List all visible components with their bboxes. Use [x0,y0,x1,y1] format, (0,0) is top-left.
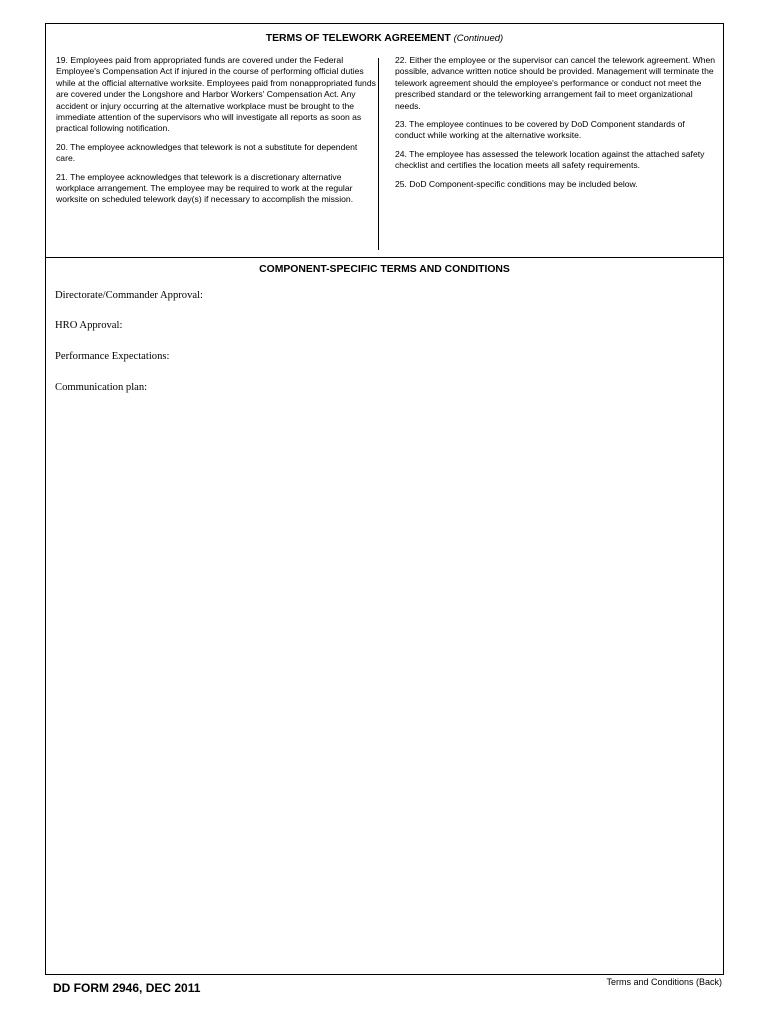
term-19: 19. Employees paid from appropriated funds are covered under the Federal Employee's Compensation Act if injured in the course of performing official duties while at the official alternative worksite. Employees paid from nonappropriated funds are covered under the Longshore and Harbor Workers' Compensation Act. Any accident or injury occurring at the alternative workplace must be brought to the immediate attention of the supervisors who will investigate all reports as soon as practical following notification. [56,55,376,134]
term-24: 24. The employee has assessed the telework location against the attached safety checklist and certifies the location meets all safety requirements. [395,148,705,171]
term-20: 20. The employee acknowledges that telework is not a substitute for dependent care. [56,141,358,164]
directorate-approval-field[interactable]: Directorate/Commander Approval: [55,290,203,301]
term-22: 22. Either the employee or the supervisor can cancel the telework agreement. When possible, advance written notice should be provided. Management will terminate the telework agreement should the employee's performance or conduct not meet the prescribed standard or the teleworking arrangement fail to meet organizational needs. [395,55,716,111]
term-21: 21. The employee acknowledges that telework is a discretionary alternative workplace arrangement. The employee may be required to work at the regular worksite on scheduled telework day(s) if necessary to accomplish the mission. [56,171,354,205]
page-label: Terms and Conditions (Back) [606,977,722,987]
term-25: 25. DoD Component-specific conditions may be included below. [395,178,638,189]
hro-approval-field[interactable]: HRO Approval: [55,320,123,331]
terms-title-suffix: (Continued) [453,33,504,44]
form-frame [45,23,724,975]
form-id: DD FORM 2946, DEC 2011 [53,981,201,995]
column-divider [378,58,379,250]
terms-title [46,33,723,44]
terms-section [46,24,723,258]
terms-left-column [56,55,376,213]
terms-right-column [395,55,717,197]
term-23: 23. The employee continues to be covered by DoD Component standards of conduct while working at the alternative worksite. [395,119,685,141]
communication-plan-field[interactable]: Communication plan: [55,382,148,393]
performance-expectations-field[interactable]: Performance Expectations: [55,351,170,362]
terms-title-text: TERMS OF TELEWORK AGREEMENT [265,33,451,44]
component-title: COMPONENT-SPECIFIC TERMS AND CONDITIONS [259,264,510,275]
